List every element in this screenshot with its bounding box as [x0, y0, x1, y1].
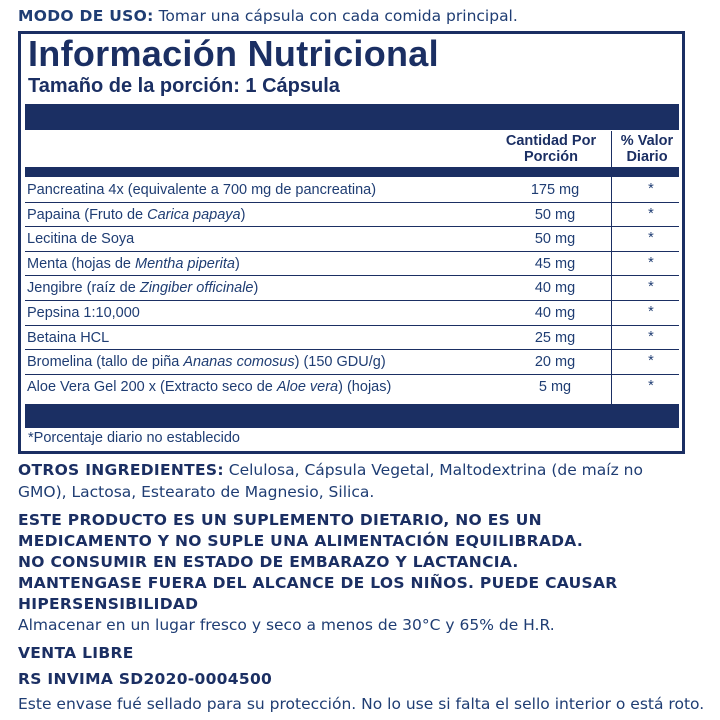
ingredient-daily-value: * [648, 328, 654, 345]
column-header-amount [491, 133, 611, 165]
ingredient-name-suffix: ) [240, 206, 246, 223]
ingredient-name-text: Pancreatina 4x (equivalente a 700 mg de pancreatina) [27, 182, 377, 198]
nutrition-facts-panel [18, 31, 685, 454]
column-header-dv-line2: Diario [626, 149, 668, 165]
ingredient-name [27, 231, 134, 247]
ingredient-name-text: Jengibre (raíz de [27, 280, 140, 297]
ingredient-daily-value: * [648, 353, 654, 370]
table-row [25, 276, 679, 301]
ingredient-name [27, 305, 140, 321]
column-header-amount-line1: Cantidad Por [505, 133, 597, 149]
column-header-amount-line2: Porción [524, 149, 578, 165]
panel-title: Información Nutricional [28, 33, 439, 74]
sale-status: VENTA LIBRE [18, 644, 134, 662]
ingredient-name-text: Betaina HCL [27, 329, 110, 346]
ingredient-scientific-name: Mentha piperita [135, 255, 235, 272]
other-ingredients-line2: GMO), Lactosa, Estearato de Magnesio, Silica. [18, 483, 375, 501]
ingredient-name-suffix: ) (hojas) [338, 378, 392, 395]
warning-line: ESTE PRODUCTO ES UN SUPLEMENTO DIETARIO, NO ES UN [18, 511, 542, 529]
ingredient-name-text: Pepsina 1:10,000 [27, 304, 140, 321]
ingredient-amount: 45 mg [534, 255, 576, 272]
ingredient-daily-value: * [648, 377, 654, 394]
ingredient-name-text: Lecitina de Soya [27, 231, 135, 248]
ingredient-name [27, 330, 109, 346]
ingredient-amount: 50 mg [534, 231, 576, 248]
table-row [25, 301, 679, 326]
ingredient-name-text: Papaina (Fruto de [27, 206, 148, 223]
ingredient-amount: 40 mg [534, 280, 576, 297]
ingredient-daily-value: * [648, 303, 654, 320]
ingredient-amount: 5 mg [538, 378, 572, 395]
table-row [25, 375, 679, 400]
table-row [25, 178, 679, 203]
usage-instructions [18, 7, 518, 25]
warning-line: MEDICAMENTO Y NO SUPLE UNA ALIMENTACIÓN EQUILIBRADA. [18, 532, 584, 550]
ingredient-daily-value: * [648, 254, 654, 271]
ingredient-name-suffix: ) [253, 280, 259, 297]
ingredient-name-suffix: ) (150 GDU/g) [294, 354, 386, 371]
table-row [25, 227, 679, 252]
warning-line: MANTENGASE FUERA DEL ALCANCE DE LOS NIÑOS. PUEDE CAUSAR [18, 574, 618, 592]
ingredient-amount: 175 mg [530, 182, 580, 198]
ingredient-amount: 25 mg [534, 329, 576, 346]
warning-text [18, 510, 618, 615]
seal-notice: Este envase fué sellado para su protección. No lo use si falta el sello interior o está roto. [18, 695, 705, 713]
ingredient-name [27, 207, 245, 223]
usage-label: MODO DE USO: [18, 7, 154, 25]
other-ingredients-label: OTROS INGREDIENTES: [18, 461, 224, 479]
footer-bar [25, 404, 679, 428]
ingredient-amount: 50 mg [534, 206, 576, 223]
serving-size: Tamaño de la porción: 1 Cápsula [28, 75, 340, 97]
header-bar [25, 104, 679, 130]
table-row [25, 350, 679, 375]
table-row [25, 203, 679, 228]
ingredient-daily-value: * [648, 181, 654, 197]
ingredient-scientific-name: Carica papaya [147, 206, 241, 223]
ingredient-scientific-name: Ananas comosus [183, 354, 295, 371]
ingredient-daily-value: * [648, 279, 654, 296]
table-row [25, 326, 679, 351]
ingredient-name [27, 280, 258, 296]
ingredient-name [27, 354, 386, 370]
ingredient-name-text: Menta (hojas de [27, 255, 136, 272]
warning-line: HIPERSENSIBILIDAD [18, 595, 199, 613]
ingredient-scientific-name: Aloe vera [276, 378, 339, 395]
ingredient-name-text: Bromelina (tallo de piña [27, 354, 184, 371]
ingredient-table [25, 178, 679, 399]
ingredient-amount: 20 mg [534, 354, 576, 371]
divider-bar [25, 167, 679, 177]
ingredient-name [27, 379, 391, 395]
ingredient-name-suffix: ) [234, 255, 240, 272]
usage-text: Tomar una cápsula con cada comida principal. [158, 7, 518, 25]
ingredient-name [27, 182, 376, 198]
column-header-dv-line1: % Valor [620, 133, 674, 149]
ingredient-daily-value: * [648, 205, 654, 222]
ingredient-daily-value: * [648, 230, 654, 247]
ingredient-scientific-name: Zingiber officinale [139, 280, 254, 297]
column-header-daily-value [615, 133, 679, 165]
warning-line: NO CONSUMIR EN ESTADO DE EMBARAZO Y LACTANCIA. [18, 553, 519, 571]
registration-number: RS INVIMA SD2020-0004500 [18, 670, 273, 688]
storage-instructions: Almacenar en un lugar fresco y seco a menos de 30°C y 65% de H.R. [18, 616, 555, 634]
table-row [25, 252, 679, 277]
other-ingredients [18, 459, 643, 503]
ingredient-name [27, 256, 240, 272]
other-ingredients-line1: Celulosa, Cápsula Vegetal, Maltodextrina (de maíz no [228, 461, 643, 479]
footnote: *Porcentaje diario no establecido [28, 430, 240, 446]
ingredient-name-text: Aloe Vera Gel 200 x (Extracto seco de [27, 378, 277, 395]
ingredient-amount: 40 mg [534, 304, 576, 321]
